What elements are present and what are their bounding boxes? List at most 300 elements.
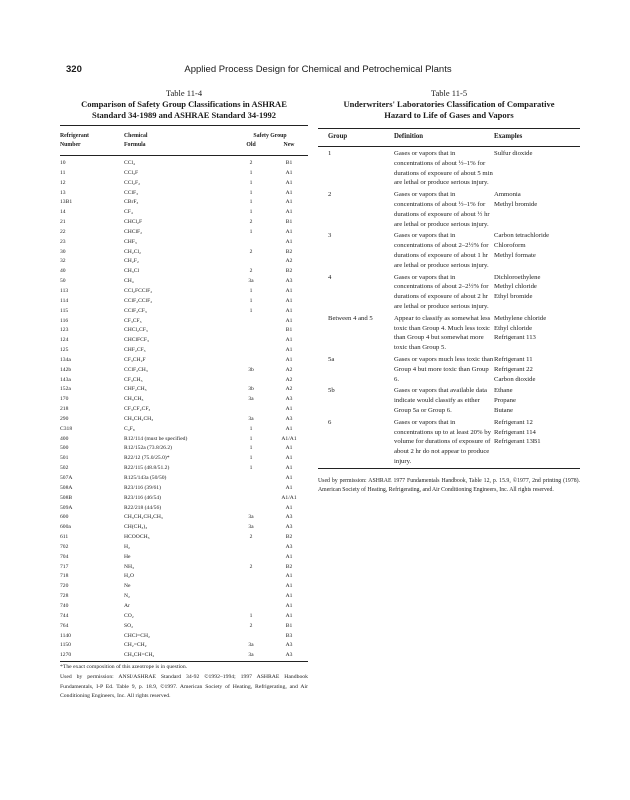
safety-group-new: A1 — [285, 347, 293, 354]
chemical-formula: He — [124, 553, 131, 560]
table-row — [60, 405, 308, 415]
table-row — [60, 504, 308, 514]
safety-group-new: A1 — [285, 612, 293, 619]
chemical-formula: CHF₃ — [124, 238, 137, 245]
hazard-group: 1 — [328, 150, 332, 157]
hazard-group: 5a — [328, 355, 335, 363]
chemical-formula: NH₃ — [124, 563, 135, 570]
safety-group-new: A1 — [285, 337, 293, 344]
refrigerant-number: 12 — [60, 179, 66, 186]
table-row — [60, 632, 308, 642]
hazard-examples: Refrigerant 12 Refrigerant 114 Refrigerant 13B1 — [494, 418, 580, 468]
safety-group-new: A3 — [285, 396, 293, 403]
table-row — [60, 435, 308, 445]
table-row — [60, 395, 308, 405]
chemical-formula: CHCl₂CF₃ — [124, 327, 148, 334]
safety-group-new: A1 — [285, 356, 293, 363]
table-row — [318, 273, 580, 314]
refrigerant-number: 720 — [60, 583, 69, 590]
safety-group-new: A1 — [285, 228, 293, 235]
chemical-formula: R12/152a (73.8/26.2) — [124, 445, 173, 452]
hazard-examples: Dichloroethylene Methyl chloride Ethyl bromide — [494, 273, 541, 301]
chemical-formula: CBrF₃ — [124, 199, 139, 206]
chemical-formula: CF₃CF₂CF₃ — [124, 406, 151, 413]
page-header — [46, 64, 590, 78]
hazard-definition: Gases or vapors much less toxic than Group 4 but more toxic than Group 6. — [394, 355, 494, 383]
table-title-line-1: Comparison of Safety Group Classifications in ASHRAE — [81, 99, 287, 109]
chemical-formula: N₂ — [124, 593, 130, 600]
safety-group-old — [232, 504, 270, 514]
chemical-formula: CClF₂CClF₂ — [124, 297, 153, 304]
refrigerant-number: 718 — [60, 573, 69, 580]
table-row — [60, 641, 308, 651]
hazard-definition: Gases or vapors that available data indicate would classify as either Group 5a or Group 6. — [394, 387, 488, 414]
safety-group-old: 1 — [249, 179, 253, 186]
refrigerant-number: 702 — [60, 543, 69, 550]
safety-group-new: A3 — [285, 642, 293, 649]
table-row — [60, 336, 308, 346]
table-row — [60, 317, 308, 327]
chemical-formula: CH₃CH=CH₂ — [124, 651, 232, 661]
page-number: 320 — [66, 64, 82, 75]
chemical-formula: CF₃CF₃ — [124, 317, 142, 324]
safety-group-new: A1 — [285, 209, 293, 216]
refrigerant-number: 14 — [60, 209, 66, 216]
safety-group-new: A1 — [285, 425, 293, 432]
table-rule — [60, 125, 308, 126]
table-row — [318, 355, 580, 386]
hazard-definition: Gases or vapors that in concentrations of about 2–2½% for durations of exposure of about 1 hr are lethal or produce serious injury. — [394, 232, 489, 269]
refrigerant-number: 508A — [60, 484, 73, 491]
refrigerant-number: 740 — [60, 602, 69, 609]
safety-group-new: B1 — [285, 160, 293, 166]
safety-group-old: 2 — [249, 622, 253, 629]
safety-group-new: B2 — [285, 268, 293, 275]
hazard-examples: Sulfur dioxide — [494, 150, 533, 157]
safety-group-old: 2 — [249, 248, 253, 255]
hazard-definition: Appear to classify as somewhat less toxic than Group 4. Much less toxic than Group 4 but somewhat more toxic than Group 5. — [394, 314, 491, 352]
table-row — [60, 582, 308, 592]
table-row — [60, 346, 308, 356]
safety-group-old — [232, 356, 270, 366]
safety-group-old: 1 — [249, 199, 253, 206]
chemical-formula: CH₃CH₂CH₂CH₃ — [124, 514, 163, 521]
refrigerant-number: 744 — [60, 612, 69, 619]
safety-group-old: 1 — [249, 169, 253, 176]
chemical-formula: R125/143a (50/50) — [124, 475, 167, 481]
refrigerant-number: 13B1 — [60, 199, 73, 206]
col-header-refrigerant: Refrigerant — [60, 133, 89, 139]
table-row — [60, 179, 308, 189]
chemical-formula: HCOOCH₃ — [124, 534, 150, 541]
refrigerant-number: 600a — [60, 524, 71, 531]
table-row — [60, 533, 308, 543]
hazard-group: 5b — [328, 387, 335, 395]
safety-group-old: 1 — [249, 297, 253, 304]
table-row — [60, 218, 308, 228]
safety-group-new: A1 — [285, 307, 293, 314]
table-row — [60, 287, 308, 297]
col-header-old: Old — [232, 141, 270, 156]
chemical-formula: CF₃CH₃ — [124, 376, 143, 383]
safety-group-new: A1 — [285, 455, 293, 462]
table-row — [60, 277, 308, 287]
refrigerant-number: 728 — [60, 593, 69, 600]
table-number: Table 11-5 — [430, 88, 468, 98]
table-11-5 — [318, 88, 580, 496]
hazard-group: 3 — [328, 232, 332, 240]
table-row — [60, 425, 308, 435]
running-title: Applied Process Design for Chemical and Petrochemical Plants — [184, 64, 452, 75]
table-row — [60, 513, 308, 523]
col-header-new: New — [270, 141, 308, 156]
chemical-formula: CF₃CH₂F — [124, 356, 146, 363]
safety-group-new: A1 — [285, 583, 293, 590]
safety-group-new: A1 — [285, 553, 293, 560]
table-row — [60, 307, 308, 317]
table-row — [60, 156, 308, 169]
hazard-examples: Refrigerant 11 Refrigerant 22 Carbon dioxide — [494, 355, 536, 383]
safety-group-new: A1 — [285, 593, 293, 600]
refrigerant-number: 10 — [60, 160, 66, 166]
chemical-formula: CH₃Cl — [124, 268, 140, 275]
safety-group-old: 2 — [249, 268, 253, 275]
chemical-formula: CHClF₂ — [124, 228, 143, 235]
safety-group-old: 3b — [248, 386, 254, 393]
safety-group-old — [232, 257, 270, 267]
table-row — [60, 198, 308, 208]
refrigerant-number: 509A — [60, 504, 73, 511]
table-row — [60, 297, 308, 307]
table-row — [60, 267, 308, 277]
table-row — [318, 418, 580, 468]
refrigerant-number: 124 — [60, 337, 69, 344]
safety-group-old — [232, 238, 270, 248]
safety-group-old: 3a — [248, 642, 254, 649]
refrigerant-number: 704 — [60, 553, 69, 560]
safety-group-new: A1/A1 — [281, 435, 297, 442]
refrigerant-number: 502 — [60, 465, 69, 472]
hazard-definition: Gases or vapors that in concentrations of about ½–1% for durations of exposure of about 5 min are lethal or produce serious injury. — [394, 150, 493, 187]
refrigerant-number: 400 — [60, 435, 69, 442]
chemical-formula: CHCl₂F — [124, 219, 143, 226]
chemical-formula: R22/12 (75.0/25.0)* — [124, 455, 170, 462]
hazard-classification-table — [318, 128, 580, 469]
chemical-formula: R23/116 (46/54) — [124, 494, 161, 501]
table-row — [60, 563, 308, 573]
safety-group-new: A3 — [285, 543, 293, 550]
chemical-formula: CH₄ — [124, 278, 134, 285]
hazard-group: Between 4 and 5 — [328, 314, 373, 322]
refrigerant-number: 30 — [60, 248, 66, 255]
table-row — [60, 454, 308, 464]
refrigerant-number: 116 — [60, 317, 69, 324]
safety-group-old: 2 — [249, 534, 253, 541]
chemical-formula: Ne — [124, 583, 131, 590]
chemical-formula: CCl₂F₂ — [124, 179, 141, 186]
col-header-group: Group — [318, 129, 394, 147]
safety-group-old — [232, 602, 270, 612]
safety-group-old — [232, 484, 270, 494]
table-source: Used by permission: ASHRAE 1977 Fundamentals Handbook, Table 12, p. 15.9, ©1977, 2nd printing (1978). American Society of Heating, Refrigerating, and Air Conditioning Engineers, Inc. All rights reserved. — [318, 477, 580, 494]
chemical-formula: CH₃CH₂CH₃ — [124, 415, 154, 422]
refrigerant-number: 23 — [60, 238, 66, 245]
safety-group-old: 2 — [249, 160, 253, 166]
chemical-formula: Ar — [124, 602, 130, 609]
safety-group-old — [232, 553, 270, 563]
safety-group-old: 3a — [248, 524, 254, 531]
safety-group-old: 1 — [249, 287, 253, 294]
safety-group-new: A1 — [285, 484, 293, 491]
hazard-group: 2 — [328, 191, 332, 199]
table-title-line-2: Standard 34-1989 and ASHRAE Standard 34-1992 — [92, 109, 276, 120]
table-row — [60, 169, 308, 179]
safety-group-new: A1 — [285, 504, 293, 511]
table-row — [60, 622, 308, 632]
safety-group-old — [232, 592, 270, 602]
chemical-formula: CHF₂CF₃ — [124, 347, 146, 354]
chemical-formula: SO₂ — [124, 622, 134, 629]
refrigerant-number: 32 — [60, 258, 66, 265]
safety-group-old — [232, 376, 270, 386]
table-row — [318, 147, 580, 191]
safety-group-new: B2 — [285, 534, 293, 541]
safety-group-new: A1 — [285, 465, 293, 472]
col-header-safety-group: Safety Group — [253, 133, 287, 139]
chemical-formula: R22/115 (48.8/51.2) — [124, 465, 170, 472]
safety-group-new: B1 — [285, 622, 293, 629]
table-row — [60, 464, 308, 474]
safety-group-new: A3 — [285, 415, 293, 422]
col-header-formula: Formula — [124, 141, 232, 156]
refrigerant-number: 1270 — [60, 651, 124, 661]
safety-group-old: 3a — [232, 651, 270, 661]
table-row — [60, 356, 308, 366]
safety-group-old: 3a — [248, 396, 254, 403]
table-11-4 — [60, 88, 308, 701]
chemical-formula: CHClFCF₃ — [124, 337, 149, 344]
safety-group-new: A1 — [285, 189, 293, 196]
safety-group-new: A1/A1 — [281, 494, 297, 501]
safety-group-old: 2 — [249, 563, 253, 570]
hazard-examples: Methylene chloride Ethyl chloride Refrigerant 113 — [494, 314, 547, 342]
table-row — [60, 257, 308, 267]
safety-group-old: 3b — [248, 366, 254, 373]
refrigerant-number: 13 — [60, 189, 66, 196]
safety-group-new: A1 — [285, 573, 293, 580]
hazard-definition: Gases or vapors that in concentrations of about ½–1% for durations of exposure of about ½ hr are lethal or produce serious injury. — [394, 191, 490, 228]
refrigerant-number: 611 — [60, 534, 69, 541]
safety-group-old — [232, 326, 270, 336]
table-footnote: *The exact composition of this azeotrope is in question. — [60, 664, 188, 671]
refrigerant-number: 22 — [60, 228, 66, 235]
safety-group-old — [232, 405, 270, 415]
table-title-line-1: Underwriters' Laboratories Classification of Comparative — [343, 99, 555, 109]
refrigerant-number: 218 — [60, 406, 69, 413]
safety-group-old: 1 — [249, 455, 253, 462]
safety-group-new: B2 — [285, 248, 293, 255]
col-header-chemical: Chemical — [124, 133, 148, 139]
table-row — [60, 189, 308, 199]
safety-group-new: B1 — [285, 219, 293, 226]
safety-group-new: A1 — [285, 287, 293, 294]
chemical-formula: CHCl=CH₂ — [124, 632, 150, 639]
refrigerant-number: 290 — [60, 415, 69, 422]
table-row — [60, 612, 308, 622]
safety-group-new: A1 — [285, 475, 293, 481]
refrigerant-number: 500 — [60, 445, 69, 452]
chemical-formula: CH₂Cl₂ — [124, 248, 141, 255]
table-row — [60, 248, 308, 258]
safety-group-old — [232, 543, 270, 553]
refrigerant-number: 142b — [60, 366, 72, 373]
table-row — [60, 523, 308, 533]
hazard-examples: Carbon tetrachloride Chloroform Methyl formate — [494, 232, 550, 259]
refrigerant-number: 143a — [60, 376, 71, 383]
safety-group-new: A1 — [285, 297, 293, 304]
safety-group-new: A2 — [285, 376, 293, 383]
table-row — [60, 592, 308, 602]
chemical-formula: CH₂=CH₂ — [124, 642, 147, 649]
chemical-formula: CO₂ — [124, 612, 134, 619]
refrigerant-number: 115 — [60, 307, 69, 314]
safety-group-new: A3 — [285, 278, 293, 285]
chemical-formula: CClF₂CH₃ — [124, 366, 148, 373]
safety-group-new: A2 — [285, 258, 293, 265]
table-row — [60, 651, 308, 661]
table-row — [60, 326, 308, 336]
refrigerant-number: 134a — [60, 356, 71, 363]
chemical-formula: R12/114 (must be specified) — [124, 435, 188, 442]
safety-group-new: A1 — [285, 445, 293, 452]
refrigerant-number: 114 — [60, 297, 69, 304]
hazard-group: 6 — [318, 418, 394, 468]
safety-group-old — [232, 632, 270, 642]
safety-group-new: A1 — [285, 199, 293, 206]
table-row — [60, 494, 308, 504]
safety-group-old: 1 — [249, 425, 253, 432]
table-row — [60, 474, 308, 484]
safety-group-old — [232, 317, 270, 327]
safety-group-new: A3 — [285, 514, 293, 521]
refrigerant-number: 152a — [60, 386, 71, 393]
refrigerant-number: 1150 — [60, 642, 71, 649]
safety-group-new: B3 — [285, 632, 293, 639]
col-header-examples: Examples — [494, 129, 580, 147]
chemical-formula: CHF₂CH₃ — [124, 386, 147, 393]
refrigerant-number: 600 — [60, 514, 69, 521]
safety-group-old: 1 — [249, 209, 253, 216]
safety-group-old: 1 — [249, 612, 253, 619]
chemical-formula: CClF₃ — [124, 189, 139, 196]
table-row — [60, 572, 308, 582]
hazard-examples: Ammonia Methyl bromide — [494, 191, 538, 208]
safety-group-new: A1 — [285, 179, 293, 186]
refrigerant-number: 11 — [60, 169, 66, 176]
chemical-formula: R22/218 (44/56) — [124, 504, 162, 511]
chemical-formula: CH₃CH₃ — [124, 396, 144, 403]
refrigerant-number: 507A — [60, 475, 73, 481]
safety-group-old — [232, 474, 270, 484]
table-row — [318, 314, 580, 355]
table-row — [60, 385, 308, 395]
table-row — [60, 444, 308, 454]
safety-group-old — [232, 582, 270, 592]
table-row — [60, 553, 308, 563]
safety-group-new: A1 — [285, 406, 293, 413]
table-row — [60, 238, 308, 248]
refrigerant-number: 764 — [60, 622, 69, 629]
refrigerant-number: 508B — [60, 494, 73, 501]
chemical-formula: H₂ — [124, 543, 130, 550]
col-header-number: Number — [60, 141, 124, 156]
hazard-definition: Gases or vapors that in concentrations of about 2–2½% for durations of exposure of about 2 hr are lethal or produce serious injury. — [394, 273, 489, 310]
safety-group-old: 1 — [249, 307, 253, 314]
table-number: Table 11-4 — [165, 88, 203, 98]
safety-group-old: 1 — [249, 228, 253, 235]
refrigerant-number: 501 — [60, 455, 69, 462]
table-row — [60, 415, 308, 425]
chemical-formula: R23/116 (39/61) — [124, 484, 161, 491]
refrigerant-number: C318 — [60, 425, 73, 432]
refrigerant-number: 717 — [60, 563, 69, 570]
safety-group-old: 1 — [249, 465, 253, 472]
chemical-formula: CH₂F₂ — [124, 258, 139, 265]
col-header-definition: Definition — [394, 129, 494, 147]
chemical-formula: CCl₄ — [124, 160, 135, 166]
refrigerant-number: 125 — [60, 347, 69, 354]
refrigerant-number: 50 — [60, 278, 66, 285]
table-row — [60, 366, 308, 376]
chemical-formula: H₂O — [124, 573, 135, 580]
refrigerant-number: 40 — [60, 268, 66, 275]
chemical-formula: CCl₂FCClF₂ — [124, 287, 153, 294]
safety-group-new: B1 — [285, 327, 293, 334]
table-row — [318, 190, 580, 231]
safety-group-new: A2 — [285, 366, 293, 373]
safety-group-old: 1 — [249, 189, 253, 196]
chemical-formula: CF₄ — [124, 209, 133, 216]
hazard-definition: Gases or vapors that in concentrations up to at least 20% by volume for durations of exposure of about 2 hr do not appear to produce injury. — [394, 418, 494, 468]
chemical-formula: CClF₂CF₃ — [124, 307, 147, 314]
table-row — [60, 376, 308, 386]
table-row — [318, 386, 580, 417]
table-row — [60, 543, 308, 553]
refrigerant-number: 21 — [60, 219, 66, 226]
safety-group-new: A1 — [285, 238, 293, 245]
safety-group-old: 3a — [248, 278, 254, 285]
safety-group-old: 1 — [249, 445, 253, 452]
hazard-group: 4 — [328, 273, 332, 281]
safety-group-new: A1 — [285, 602, 293, 609]
refrigerant-number: 123 — [60, 327, 69, 334]
safety-group-old — [232, 572, 270, 582]
safety-group-old: 2 — [249, 219, 253, 226]
refrigerant-number: 1140 — [60, 632, 71, 639]
safety-group-new: A1 — [285, 317, 293, 324]
table-row — [60, 602, 308, 612]
table-row — [60, 208, 308, 218]
table-title-line-2: Hazard to Life of Gases and Vapors — [384, 109, 514, 120]
table-row — [318, 231, 580, 272]
refrigerant-number: 170 — [60, 396, 69, 403]
safety-group-new: A1 — [285, 169, 293, 176]
safety-group-old: 1 — [249, 435, 253, 442]
table-source: Used by permission: ANSI/ASHRAE Standard 34-92 ©1992–1994; 1997 ASHRAE Handbook Fundamentals, I-P Ed. Table 9, p. 18.9, ©1997. American Society of Heating, Refrigerating, and Air Conditioning Engineers, Inc. All rights reserved. — [60, 674, 308, 699]
safety-group-old: 3a — [248, 514, 254, 521]
safety-group-old — [232, 346, 270, 356]
chemical-formula: CH(CH₃)₃ — [124, 524, 148, 531]
